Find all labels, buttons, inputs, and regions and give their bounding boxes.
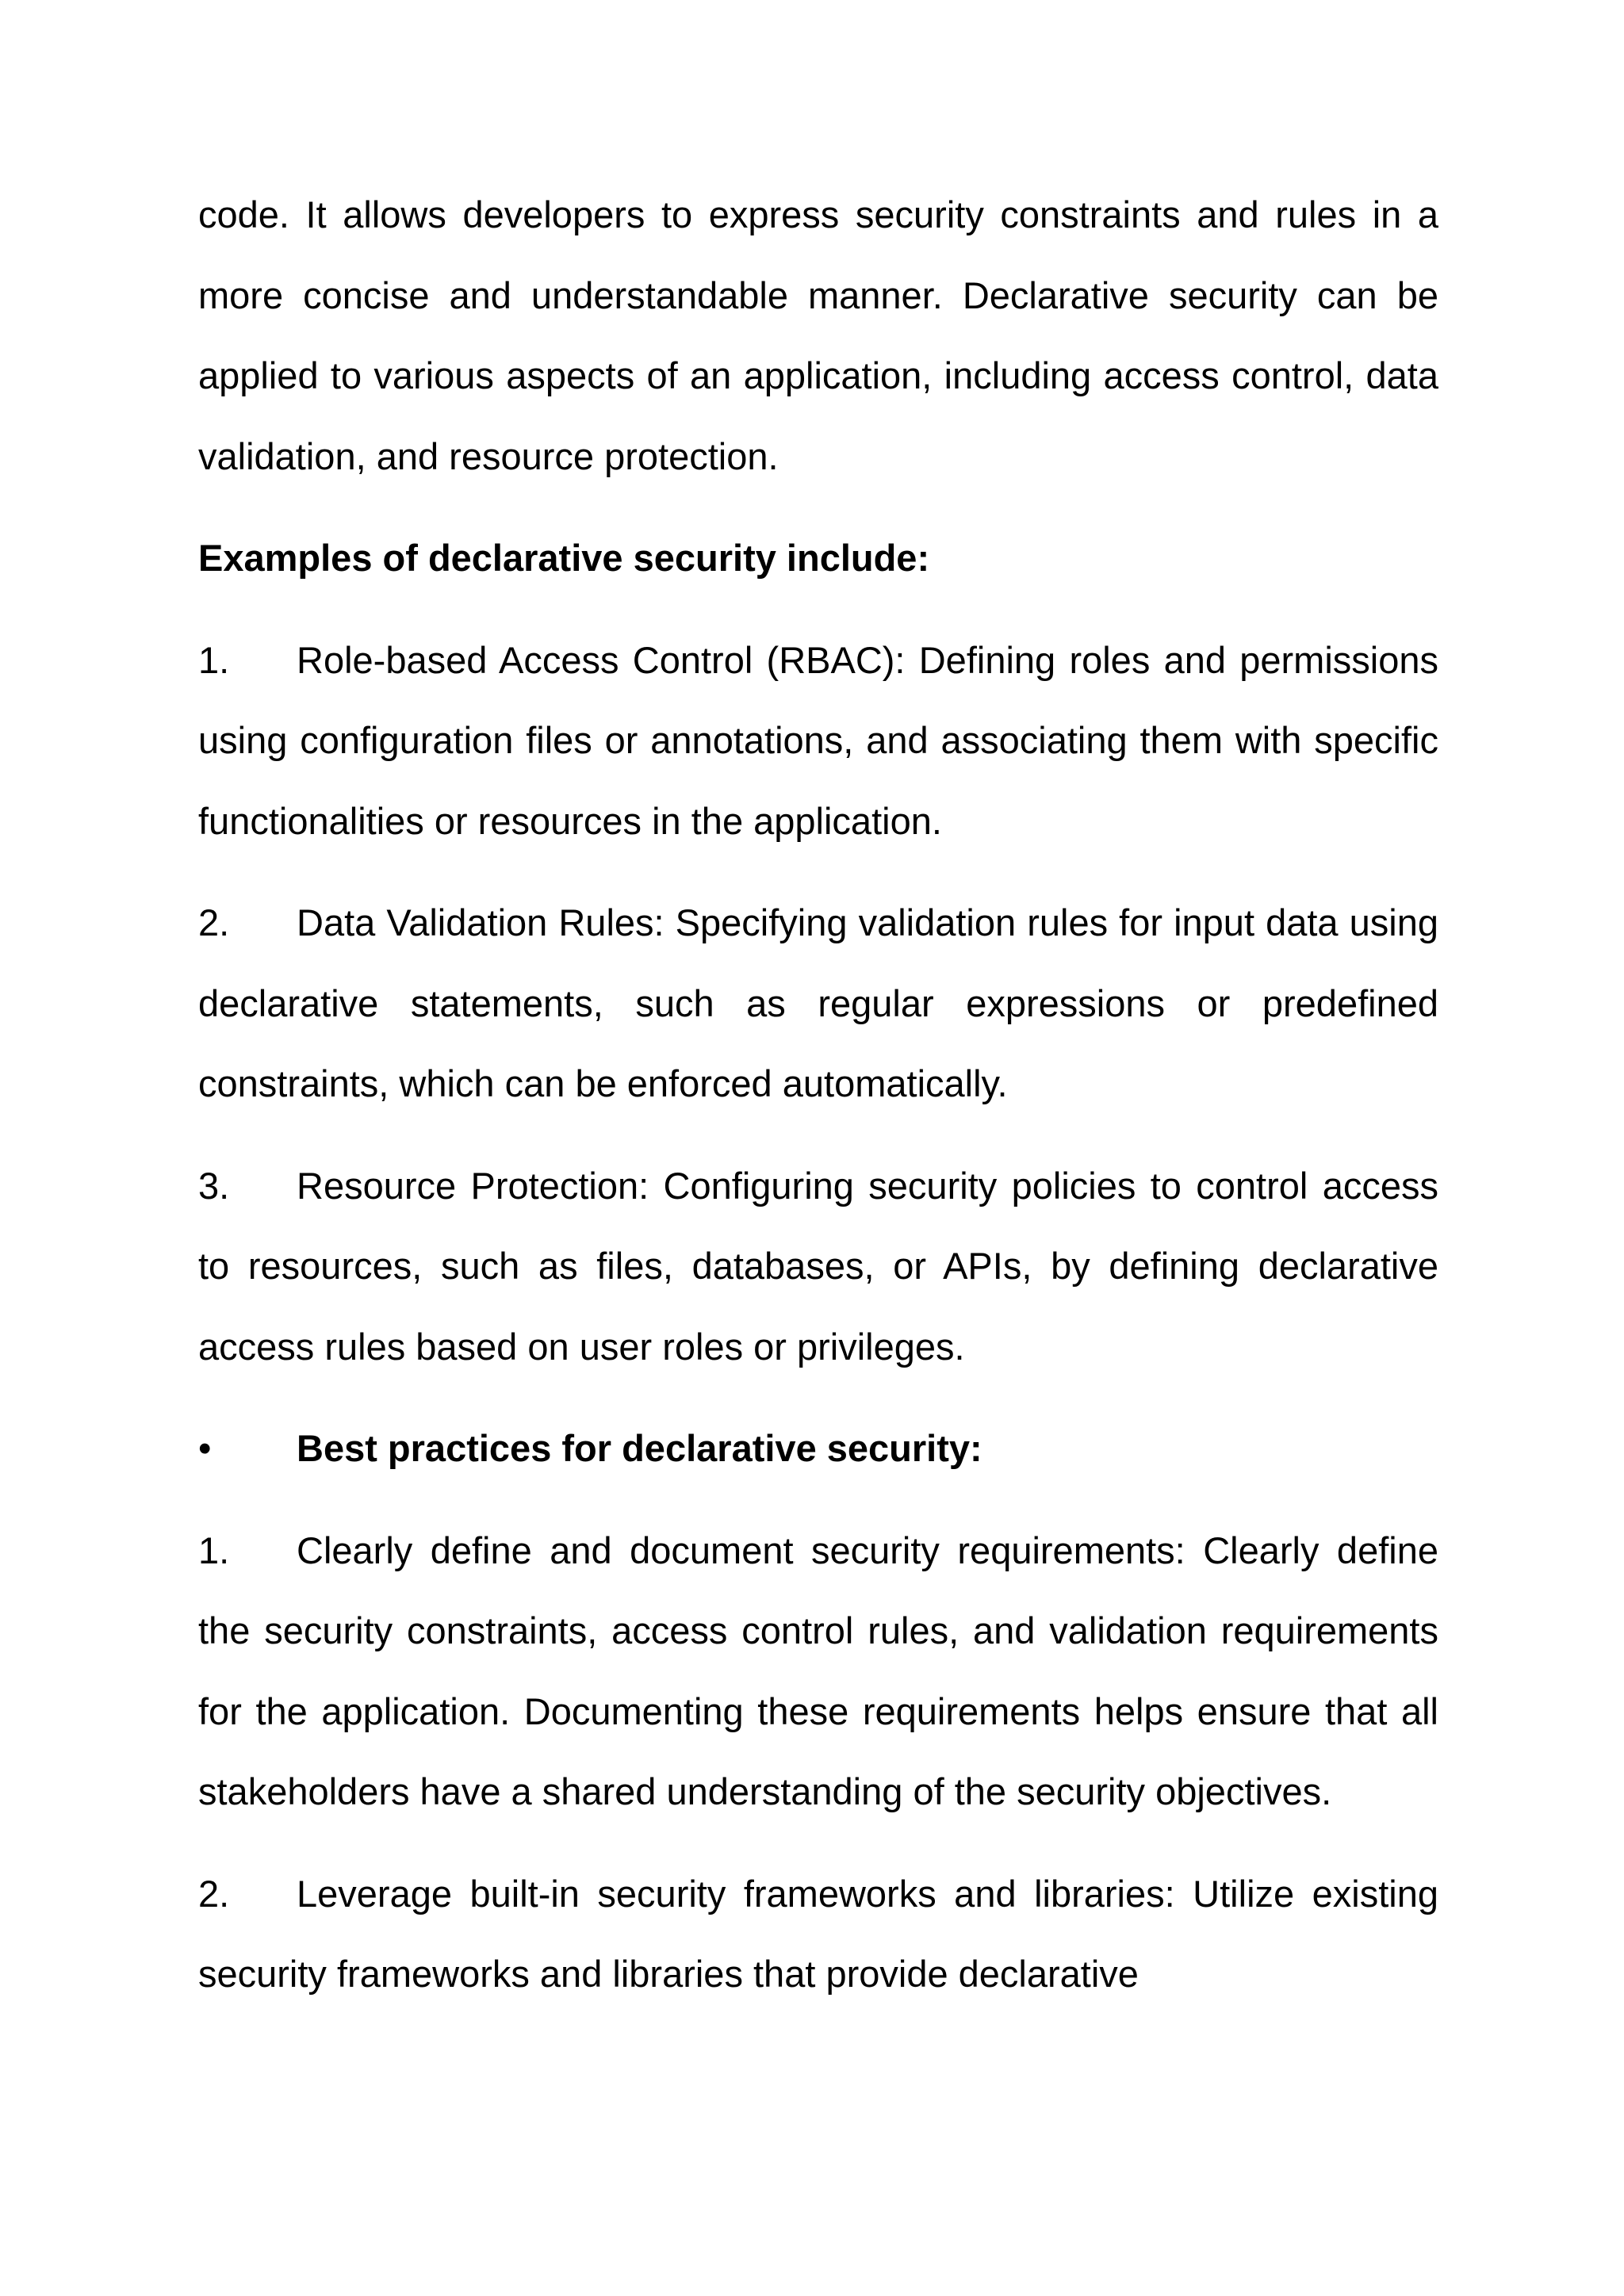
example-item-3 [198,1146,1438,1387]
intro-paragraph: code. It allows developers to express security constraints and rules in a more concise and understandable manner. Declarative security can be applied to various aspects of an application, including access control, data validation, and resource protection. [198,193,1438,477]
best-practice-item-text: Clearly define and document security requirements: Clearly define the security constraints, access control rules, and validation requirements for the application. Documenting these requirements helps ensure that all stakeholders have a shared understanding of the security objectives. [198,1529,1438,1812]
best-practices-heading [198,1408,1438,1489]
best-practice-item-2 [198,1854,1438,2015]
list-marker: 2. [198,1872,230,1915]
example-item-text: Resource Protection: Configuring security policies to control access to resources, such as files, databases, or APIs, by defining declarative access rules based on user roles or privileges. [198,1164,1438,1368]
document-page [198,174,1438,2036]
best-practice-item-1 [198,1510,1438,1832]
example-item-text: Role-based Access Control (RBAC): Defining roles and permissions using configuration files or annotations, and associating them with specific functionalities or resources in the application. [198,638,1438,842]
list-marker: 1. [198,1529,230,1571]
best-practice-item-text: Leverage built-in security frameworks and libraries: Utilize existing security frameworks and libraries that provide declarative [198,1872,1438,1995]
best-practices-heading-text: Best practices for declarative security: [297,1427,982,1469]
example-item-text: Data Validation Rules: Specifying validation rules for input data using declarative statements, such as regular expressions or predefined constraints, which can be enforced automatically. [198,901,1438,1104]
bullet-marker: • [198,1427,212,1469]
examples-heading: Examples of declarative security include: [198,537,930,579]
list-marker: 2. [198,901,230,943]
list-marker: 1. [198,638,230,681]
list-marker: 3. [198,1164,230,1207]
example-item-2 [198,882,1438,1124]
example-item-1 [198,620,1438,862]
